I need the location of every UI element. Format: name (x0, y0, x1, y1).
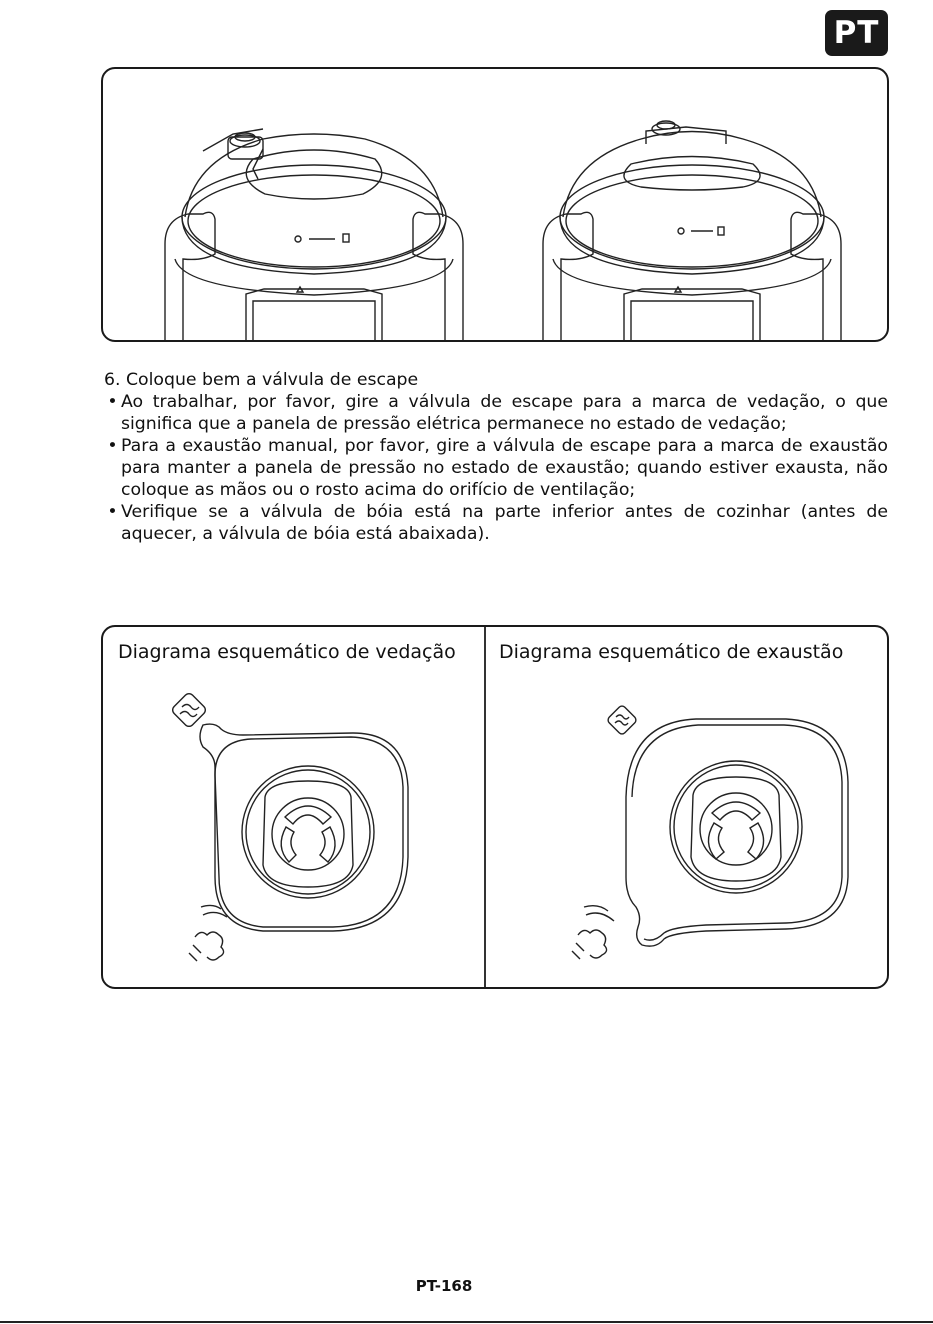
bullet-text-float-valve: Verifique se a válvula de bóia está na parte inferior antes de cozinhar (antes de aquecer, a válvula de bóia está abaixada). (121, 502, 888, 544)
pressure-cooker-left (165, 129, 463, 340)
bullet-text-exhaust: Para a exaustão manual, por favor, gire a válvula de escape para a marca de exaustão para manter a panela de pressão no estado de exaustão; quando estiver exausta, não coloque as mãos ou o rosto acima do orifício de ventilação; (121, 436, 888, 500)
steam-exhaust-icon (572, 906, 614, 959)
steam-exhaust-icon (189, 905, 227, 961)
sealing-icon (171, 692, 208, 729)
sealing-valve-diagram (103, 677, 483, 977)
bullet-text-sealing: Ao trabalhar, por favor, gire a válvula de escape para a marca de vedação, o que significa que a panela de pressão elétrica permanece no estado de vedação; (121, 392, 888, 434)
exhaust-valve-diagram (486, 677, 886, 977)
bullet-item (104, 435, 888, 501)
page-bottom-rule (0, 1321, 933, 1323)
sealing-diagram-caption: Diagrama esquemático de vedação (118, 641, 456, 663)
bullet-dot: • (107, 436, 118, 456)
page-number: PT-168 (415, 1277, 473, 1295)
step-title: 6. Coloque bem a válvula de escape (104, 370, 419, 390)
pressure-cooker-illustration (101, 67, 889, 342)
bullet-dot: • (107, 392, 118, 412)
bullet-item (104, 501, 888, 545)
bullet-item (104, 391, 888, 435)
valve-schematic-diagrams (101, 625, 889, 989)
exhaust-diagram-caption: Diagrama esquemático de exaustão (499, 641, 844, 663)
sealing-icon (606, 704, 637, 735)
pressure-cooker-right (543, 121, 841, 340)
bullet-dot: • (107, 502, 118, 522)
language-badge: PT (825, 10, 888, 56)
valve-instructions (104, 369, 888, 545)
